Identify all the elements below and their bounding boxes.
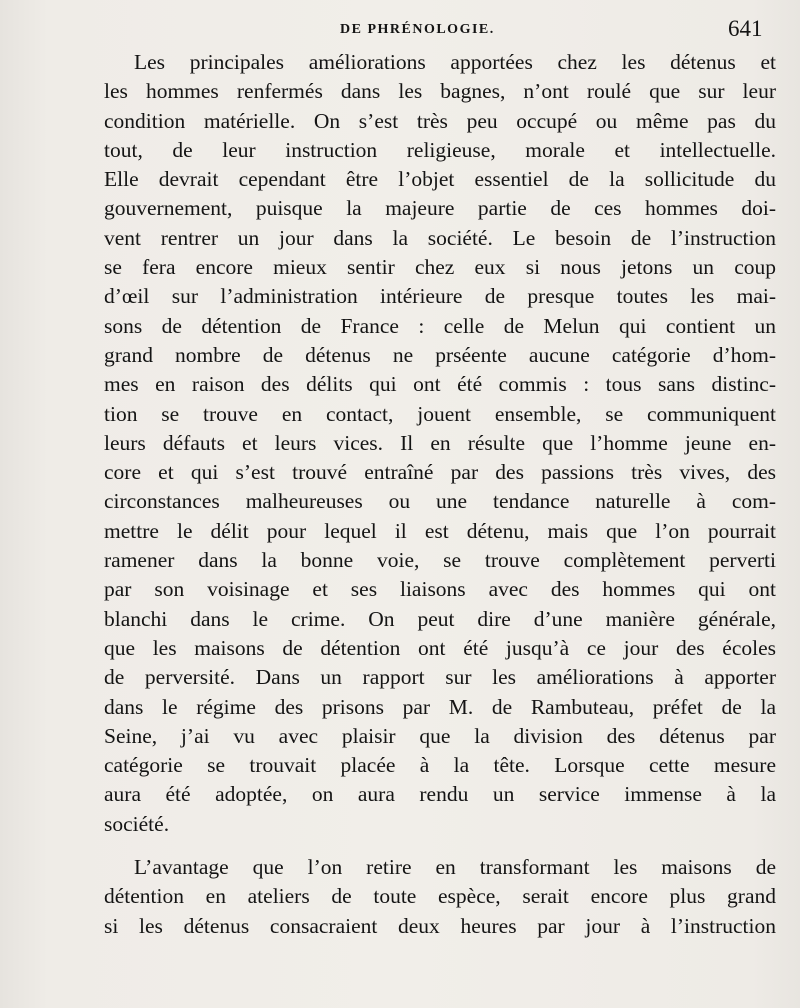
text-line: se fera encore mieux sentir chez eux si nous jetons un coup [104,255,776,280]
text-line: tout, de leur instruction religieuse, morale et intellectuelle. [104,137,776,162]
text-line: L’avantage que l’on retire en transformant les maisons de [134,855,776,880]
paragraph-1 [104,48,776,839]
text-line: Seine, j’ai vu avec plaisir que la division des détenus par [104,723,776,748]
text-line: circonstances malheureuses ou une tendance naturelle à com- [104,489,776,514]
text-line: gouvernement, puisque la majeure partie de ces hommes doi- [104,196,776,221]
text-line: société. [104,811,170,836]
text-line: que les maisons de détention ont été jusqu’à ce jour des écoles [104,635,776,660]
text-line: Les principales améliorations apportées chez les détenus et [134,50,776,74]
text-line: blanchi dans le crime. On peut dire d’une manière générale, [104,606,776,631]
text-line: ramener dans la bonne voie, se trouve complètement perverti [104,548,776,573]
body-text [104,48,776,941]
text-line: les hommes renfermés dans les bagnes, n’ont roulé que sur leur [104,79,776,104]
text-line: détention en ateliers de toute espèce, serait encore plus grand [104,884,776,909]
paragraph-2 [104,853,776,941]
text-line: grand nombre de détenus ne prséente aucune catégorie d’hom- [104,342,776,367]
text-line: de perversité. Dans un rapport sur les améliorations à apporter [104,665,776,690]
text-line: catégorie se trouvait placée à la tête. Lorsque cette mesure [104,753,776,778]
text-line: sons de détention de France : celle de Melun qui contient un [104,313,776,338]
paragraph-gap [104,839,776,853]
text-line: dans le régime des prisons par M. de Rambuteau, préfet de la [104,694,776,719]
page-number: 641 [728,16,763,41]
running-head: DE PHRÉNOLOGIE. [340,22,495,37]
text-line: leurs défauts et leurs vices. Il en résulte que l’homme jeune en- [104,430,776,455]
text-line: vent rentrer un jour dans la société. Le besoin de l’instruction [104,225,776,250]
text-line: tion se trouve en contact, jouent ensemble, se communiquent [104,401,776,426]
text-line: aura été adoptée, on aura rendu un service immense à la [104,782,776,807]
text-line: mes en raison des délits qui ont été commis : tous sans distinc- [104,372,776,397]
text-line: core et qui s’est trouvé entraîné par des passions très vives, des [104,460,776,485]
text-line: mettre le délit pour lequel il est détenu, mais que l’on pourrait [104,518,776,543]
text-line: d’œil sur l’administration intérieure de presque toutes les mai- [104,284,776,309]
text-line: Elle devrait cependant être l’objet essentiel de la sollicitude du [104,167,776,192]
text-line: condition matérielle. On s’est très peu occupé ou même pas du [104,108,776,133]
text-line: si les détenus consacraient deux heures par jour à l’instruction [104,913,776,938]
text-line: par son voisinage et ses liaisons avec des hommes qui ont [104,577,776,602]
page-header [0,16,800,46]
